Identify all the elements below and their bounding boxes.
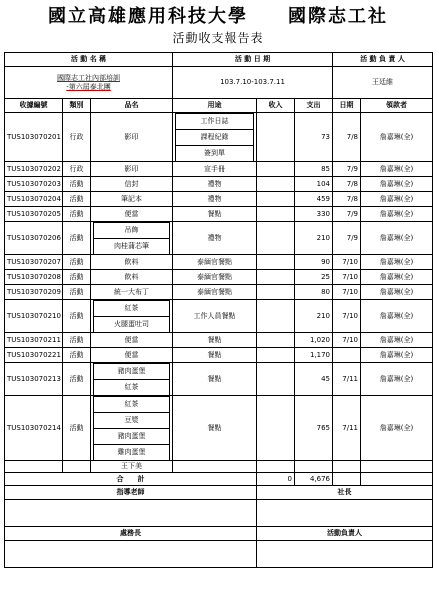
person-in-charge-label: 活動負責人 [257,527,433,541]
pay-date: 7/11 [333,363,361,396]
income [257,207,295,222]
item-name-cell: 影印 [91,162,173,177]
income [257,270,295,285]
signature-header-row-2 [5,527,433,541]
expense: 210 [295,222,333,255]
activity-date-label: 活 動 日 期 [173,53,333,67]
table-row [5,113,433,162]
category: 活動 [63,300,91,333]
category: 行政 [63,113,91,162]
category: 活動 [63,333,91,348]
col-receiver: 領款者 [361,99,433,113]
item-use: 課程紀錄 [176,130,254,146]
total-row [5,473,433,486]
item-use-cell: 餐點 [173,363,257,396]
activity-name [5,67,173,99]
expense: 45 [295,363,333,396]
pay-date [333,348,361,363]
signature-header-row-1 [5,486,433,500]
item-name: 紅茶 [94,301,170,317]
activity-info-row [5,67,433,99]
receipt-no: TUS103070201 [5,113,63,162]
category: 活動 [63,363,91,396]
table-row [5,192,433,207]
pay-date: 7/11 [333,396,361,461]
receiver: 詹嘉琳(全) [361,396,433,461]
col-income: 收入 [257,99,295,113]
table-row [5,207,433,222]
pay-date: 7/8 [333,177,361,192]
university-name: 國立高雄應用科技大學 [48,6,248,27]
receipt-no: TUS103070221 [5,348,63,363]
income [257,333,295,348]
table-row [5,396,433,461]
item-name: 豬肉蛋堡 [94,364,170,380]
table-row [5,177,433,192]
income [257,222,295,255]
receipt-no: TUS103070202 [5,162,63,177]
income [257,162,295,177]
category: 活動 [63,396,91,461]
receiver: 詹嘉琳(全) [361,285,433,300]
table-row [5,285,433,300]
expense: 765 [295,396,333,461]
category: 活動 [63,348,91,363]
receiver: 詹嘉琳(全) [361,300,433,333]
col-date: 日期 [333,99,361,113]
president-signature [257,500,433,527]
expense: 459 [295,192,333,207]
item-use-cell: 禮物 [173,222,257,255]
item-use-cell: 泰緬官餐點 [173,255,257,270]
income [257,285,295,300]
item-name-cell [91,222,173,255]
item-use: 工作日誌 [176,114,254,130]
receipt-no: TUS103070205 [5,207,63,222]
income [257,192,295,207]
item-name-cell: 統一大布丁 [91,285,173,300]
table-row [5,363,433,396]
column-header-row [5,99,433,113]
receiver: 詹嘉琳(全) [361,255,433,270]
pay-date: 7/9 [333,207,361,222]
item-name-cell: 便當 [91,333,173,348]
category: 活動 [63,285,91,300]
income [257,363,295,396]
pay-date: 7/9 [333,222,361,255]
item-name-cell: 飲料 [91,270,173,285]
expense: 90 [295,255,333,270]
pay-date: 7/10 [333,333,361,348]
advisor-signature [5,500,257,527]
expense: 85 [295,162,333,177]
receipt-no: TUS103070203 [5,177,63,192]
president-label: 社長 [257,486,433,500]
receiver: 詹嘉琳(全) [361,333,433,348]
advisor-label: 指導老師 [5,486,257,500]
category: 活動 [63,222,91,255]
category: 活動 [63,207,91,222]
receipt-no: TUS103070208 [5,270,63,285]
expense: 25 [295,270,333,285]
item-name-cell: 筆記本 [91,192,173,207]
item-use-cell: 禮物 [173,192,257,207]
total-expense: 4,676 [295,473,333,486]
signature-row-2 [5,541,433,568]
receiver: 詹嘉琳(全) [361,270,433,285]
expense: 1,170 [295,348,333,363]
income [257,396,295,461]
pay-date: 7/8 [333,192,361,207]
item-name-cell: 信封 [91,177,173,192]
receiver: 詹嘉琳(全) [361,207,433,222]
expense: 330 [295,207,333,222]
report-table [4,52,433,568]
item-use-cell: 泰緬官餐點 [173,285,257,300]
table-row [5,162,433,177]
total-label: 合 計 [5,473,257,486]
receipt-no: TUS103070207 [5,255,63,270]
item-name-cell: 便當 [91,207,173,222]
col-use: 用途 [173,99,257,113]
extra-item: 王下美 [91,461,173,473]
receiver: 詹嘉琳(全) [361,192,433,207]
item-use-cell: 宣手冊 [173,162,257,177]
item-use-cell: 工作人員餐點 [173,300,257,333]
activity-leader: 王廷維 [333,67,433,99]
form-title: 活動收支報告表 [172,31,264,45]
receiver: 詹嘉琳(全) [361,222,433,255]
category: 活動 [63,177,91,192]
item-name: 吊飾 [94,223,170,239]
item-name: 紅茶 [94,380,170,396]
col-category: 類別 [63,99,91,113]
pay-date: 7/10 [333,285,361,300]
income [257,177,295,192]
item-name-cell: 影印 [91,113,173,162]
receiver: 詹嘉琳(全) [361,348,433,363]
pay-date: 7/9 [333,162,361,177]
extra-row [5,461,433,473]
category: 活動 [63,192,91,207]
item-name-cell [91,396,173,461]
receiver: 詹嘉琳(全) [361,162,433,177]
col-expense: 支出 [295,99,333,113]
activity-name-line2: -第六屆泰北團 [66,82,111,91]
form-header [0,2,436,28]
item-name-cell: 飲料 [91,255,173,270]
pay-date: 7/10 [333,255,361,270]
receiver: 詹嘉琳(全) [361,363,433,396]
item-use-cell: 餐點 [173,333,257,348]
signature-row-1 [5,500,433,527]
club-name: 國際志工社 [288,6,388,27]
receipt-no: TUS103070211 [5,333,63,348]
expense: 80 [295,285,333,300]
expense: 210 [295,300,333,333]
income [257,348,295,363]
pay-date: 7/8 [333,113,361,162]
person-in-charge-signature [257,541,433,568]
item-name: 豬肉蛋堡 [94,429,170,445]
col-item: 品名 [91,99,173,113]
item-name-cell [91,300,173,333]
item-use-cell: 餐點 [173,396,257,461]
activity-name-line1: 國際志工社內部培訓 [57,74,120,83]
category: 活動 [63,270,91,285]
item-name: 紅茶 [94,397,170,413]
item-use: 簽到單 [176,146,254,162]
item-use-cell [173,113,257,162]
item-name: 雞肉蛋堡 [94,445,170,461]
receipt-no: TUS103070209 [5,285,63,300]
table-row [5,333,433,348]
receipt-no: TUS103070214 [5,396,63,461]
col-receipt-no: 收據編號 [5,99,63,113]
item-name: 火腿蛋吐司 [94,317,170,333]
income [257,300,295,333]
expense: 104 [295,177,333,192]
item-name-cell: 便當 [91,348,173,363]
table-row [5,222,433,255]
category: 行政 [63,162,91,177]
dean-signature [5,541,257,568]
item-use-cell: 禮物 [173,177,257,192]
income [257,255,295,270]
item-name: 肉桂蒲芯筆 [94,239,170,255]
table-row [5,270,433,285]
receipt-no: TUS103070210 [5,300,63,333]
receipt-no: TUS103070213 [5,363,63,396]
pay-date: 7/10 [333,300,361,333]
table-row [5,255,433,270]
table-row [5,348,433,363]
expense: 1,020 [295,333,333,348]
receiver: 詹嘉琳(全) [361,177,433,192]
pay-date: 7/10 [333,270,361,285]
activity-header-row [5,53,433,67]
item-use-cell: 泰緬官餐點 [173,270,257,285]
expense: 73 [295,113,333,162]
activity-period: 103.7.10-103.7.11 [173,67,333,99]
item-name: 豆漿 [94,413,170,429]
activity-name-label: 活 動 名 稱 [5,53,173,67]
dean-label: 處務長 [5,527,257,541]
item-name-cell [91,363,173,396]
receiver: 詹嘉琳(全) [361,113,433,162]
receipt-no: TUS103070206 [5,222,63,255]
total-income: 0 [257,473,295,486]
item-use-cell: 餐點 [173,348,257,363]
category: 活動 [63,255,91,270]
leader-label: 活 動 負 責 人 [333,53,433,67]
item-use-cell: 餐點 [173,207,257,222]
table-row [5,300,433,333]
receipt-no: TUS103070204 [5,192,63,207]
income [257,113,295,162]
